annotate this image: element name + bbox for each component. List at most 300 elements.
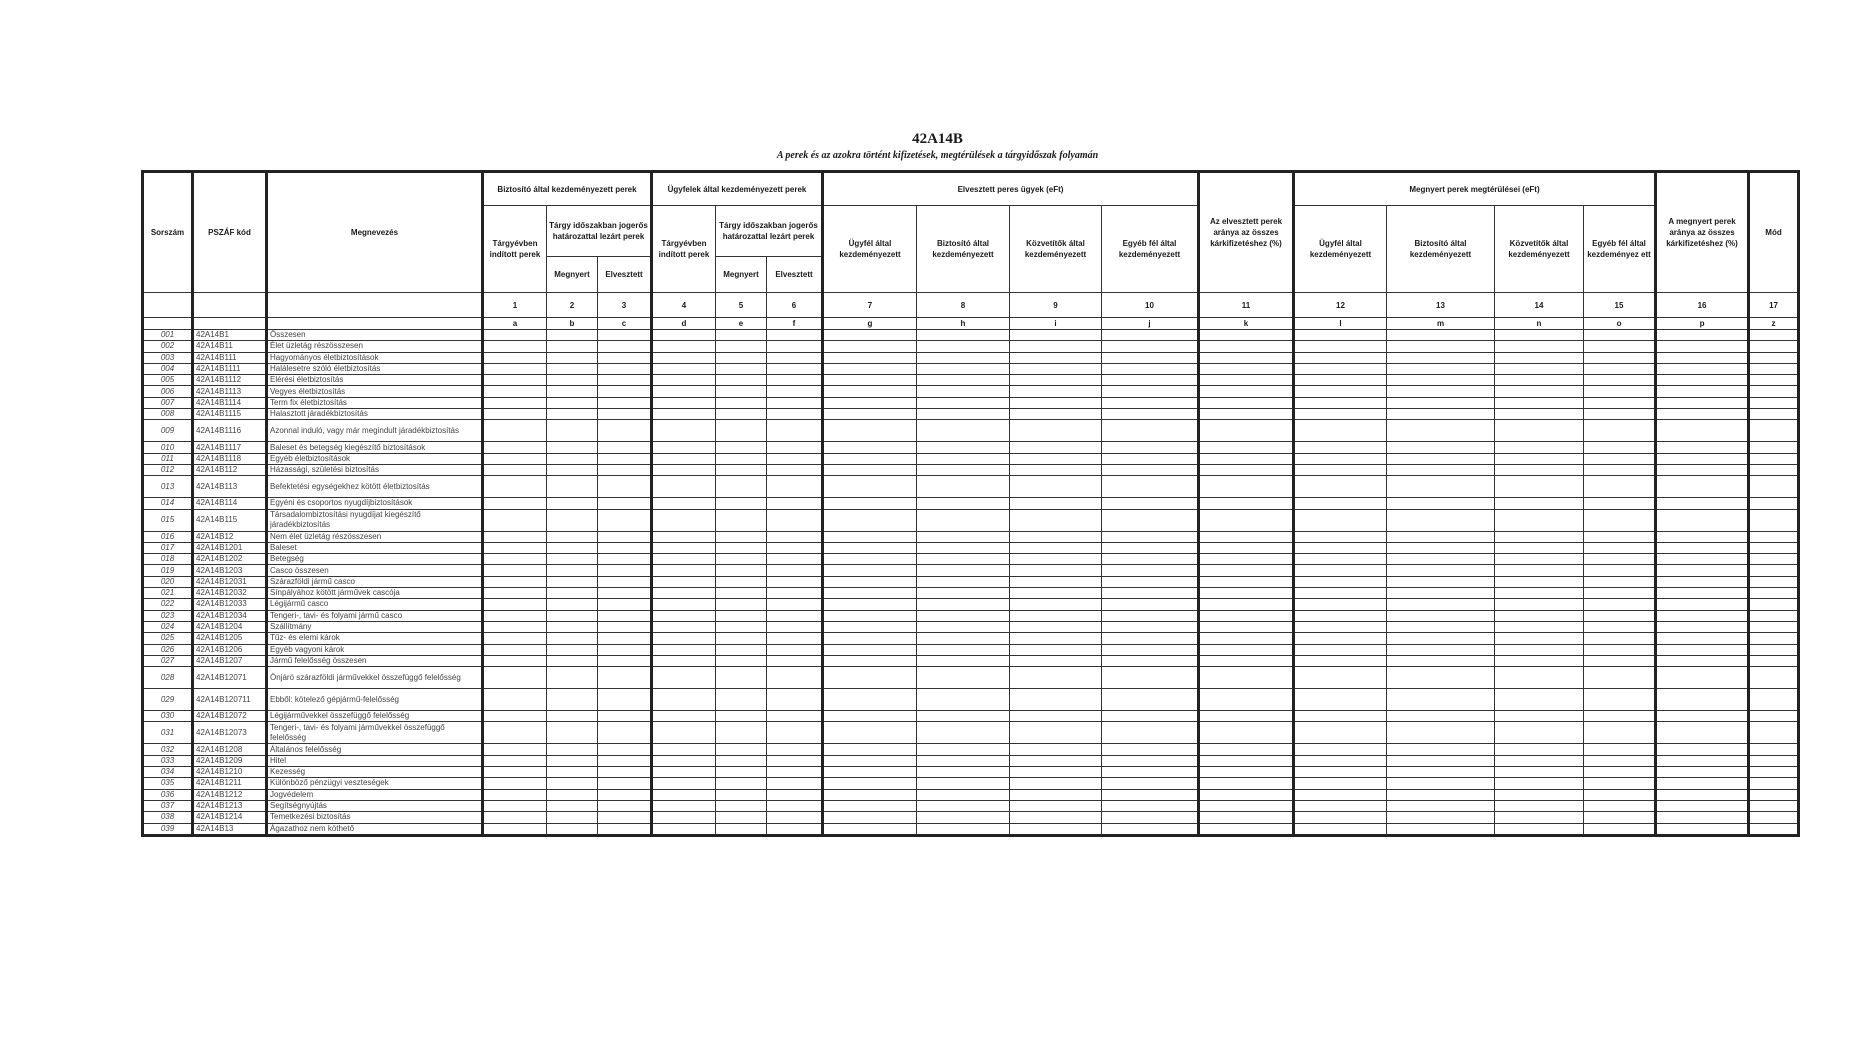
- value-cell[interactable]: [1656, 576, 1749, 587]
- value-cell[interactable]: [1584, 644, 1656, 655]
- value-cell[interactable]: [1387, 789, 1495, 800]
- value-cell[interactable]: [1656, 565, 1749, 576]
- value-cell[interactable]: [652, 689, 716, 711]
- value-cell[interactable]: [917, 531, 1010, 542]
- value-cell[interactable]: [598, 689, 652, 711]
- value-cell[interactable]: [823, 644, 917, 655]
- value-cell[interactable]: [1584, 667, 1656, 689]
- value-cell[interactable]: [716, 767, 767, 778]
- value-cell[interactable]: [1294, 800, 1387, 811]
- value-cell[interactable]: [598, 633, 652, 644]
- value-cell[interactable]: [1010, 767, 1102, 778]
- value-cell[interactable]: [652, 800, 716, 811]
- value-cell[interactable]: [1387, 621, 1495, 632]
- value-cell[interactable]: [1749, 621, 1799, 632]
- value-cell[interactable]: [1010, 363, 1102, 374]
- value-cell[interactable]: [547, 453, 598, 464]
- value-cell[interactable]: [1102, 599, 1199, 610]
- value-cell[interactable]: [1010, 633, 1102, 644]
- value-cell[interactable]: [652, 442, 716, 453]
- value-cell[interactable]: [598, 812, 652, 823]
- value-cell[interactable]: [716, 621, 767, 632]
- value-cell[interactable]: [1656, 498, 1749, 509]
- value-cell[interactable]: [1656, 542, 1749, 553]
- value-cell[interactable]: [483, 644, 547, 655]
- value-cell[interactable]: [1749, 800, 1799, 811]
- value-cell[interactable]: [1294, 330, 1387, 341]
- value-cell[interactable]: [1010, 464, 1102, 475]
- value-cell[interactable]: [483, 420, 547, 442]
- value-cell[interactable]: [1656, 476, 1749, 498]
- value-cell[interactable]: [1749, 531, 1799, 542]
- value-cell[interactable]: [823, 599, 917, 610]
- value-cell[interactable]: [716, 442, 767, 453]
- value-cell[interactable]: [1294, 363, 1387, 374]
- value-cell[interactable]: [1294, 386, 1387, 397]
- value-cell[interactable]: [1584, 812, 1656, 823]
- value-cell[interactable]: [1495, 531, 1584, 542]
- value-cell[interactable]: [917, 397, 1010, 408]
- value-cell[interactable]: [1010, 588, 1102, 599]
- value-cell[interactable]: [823, 588, 917, 599]
- value-cell[interactable]: [547, 509, 598, 531]
- value-cell[interactable]: [1749, 689, 1799, 711]
- value-cell[interactable]: [1749, 667, 1799, 689]
- value-cell[interactable]: [767, 576, 823, 587]
- value-cell[interactable]: [1656, 554, 1749, 565]
- value-cell[interactable]: [1387, 554, 1495, 565]
- value-cell[interactable]: [652, 633, 716, 644]
- value-cell[interactable]: [483, 464, 547, 475]
- value-cell[interactable]: [1010, 341, 1102, 352]
- value-cell[interactable]: [547, 599, 598, 610]
- value-cell[interactable]: [1656, 420, 1749, 442]
- value-cell[interactable]: [483, 633, 547, 644]
- value-cell[interactable]: [547, 554, 598, 565]
- value-cell[interactable]: [1656, 812, 1749, 823]
- value-cell[interactable]: [1584, 588, 1656, 599]
- value-cell[interactable]: [1199, 476, 1294, 498]
- value-cell[interactable]: [1102, 554, 1199, 565]
- value-cell[interactable]: [483, 542, 547, 553]
- value-cell[interactable]: [1387, 599, 1495, 610]
- value-cell[interactable]: [1010, 789, 1102, 800]
- value-cell[interactable]: [823, 341, 917, 352]
- value-cell[interactable]: [1495, 599, 1584, 610]
- value-cell[interactable]: [652, 363, 716, 374]
- value-cell[interactable]: [1495, 453, 1584, 464]
- value-cell[interactable]: [917, 453, 1010, 464]
- value-cell[interactable]: [767, 812, 823, 823]
- value-cell[interactable]: [1656, 363, 1749, 374]
- value-cell[interactable]: [1584, 610, 1656, 621]
- value-cell[interactable]: [1294, 767, 1387, 778]
- value-cell[interactable]: [1294, 633, 1387, 644]
- value-cell[interactable]: [716, 655, 767, 666]
- value-cell[interactable]: [1199, 644, 1294, 655]
- value-cell[interactable]: [1199, 633, 1294, 644]
- value-cell[interactable]: [1656, 352, 1749, 363]
- value-cell[interactable]: [1656, 755, 1749, 766]
- value-cell[interactable]: [598, 509, 652, 531]
- value-cell[interactable]: [483, 610, 547, 621]
- value-cell[interactable]: [823, 667, 917, 689]
- value-cell[interactable]: [917, 554, 1010, 565]
- value-cell[interactable]: [917, 375, 1010, 386]
- value-cell[interactable]: [1584, 621, 1656, 632]
- value-cell[interactable]: [1102, 812, 1199, 823]
- value-cell[interactable]: [1199, 554, 1294, 565]
- value-cell[interactable]: [1199, 341, 1294, 352]
- value-cell[interactable]: [1102, 711, 1199, 722]
- value-cell[interactable]: [652, 509, 716, 531]
- value-cell[interactable]: [716, 599, 767, 610]
- value-cell[interactable]: [652, 778, 716, 789]
- value-cell[interactable]: [716, 409, 767, 420]
- value-cell[interactable]: [547, 464, 598, 475]
- value-cell[interactable]: [767, 599, 823, 610]
- value-cell[interactable]: [1199, 409, 1294, 420]
- value-cell[interactable]: [1749, 542, 1799, 553]
- value-cell[interactable]: [598, 599, 652, 610]
- value-cell[interactable]: [1387, 531, 1495, 542]
- value-cell[interactable]: [716, 812, 767, 823]
- value-cell[interactable]: [1495, 476, 1584, 498]
- value-cell[interactable]: [1656, 667, 1749, 689]
- value-cell[interactable]: [1387, 453, 1495, 464]
- value-cell[interactable]: [547, 363, 598, 374]
- value-cell[interactable]: [483, 778, 547, 789]
- value-cell[interactable]: [1294, 689, 1387, 711]
- value-cell[interactable]: [547, 689, 598, 711]
- value-cell[interactable]: [1656, 767, 1749, 778]
- value-cell[interactable]: [483, 397, 547, 408]
- value-cell[interactable]: [598, 655, 652, 666]
- value-cell[interactable]: [716, 576, 767, 587]
- value-cell[interactable]: [598, 352, 652, 363]
- value-cell[interactable]: [1584, 565, 1656, 576]
- value-cell[interactable]: [1294, 711, 1387, 722]
- value-cell[interactable]: [598, 778, 652, 789]
- value-cell[interactable]: [767, 397, 823, 408]
- value-cell[interactable]: [1495, 352, 1584, 363]
- value-cell[interactable]: [767, 711, 823, 722]
- value-cell[interactable]: [767, 464, 823, 475]
- value-cell[interactable]: [598, 800, 652, 811]
- value-cell[interactable]: [483, 330, 547, 341]
- value-cell[interactable]: [1102, 644, 1199, 655]
- value-cell[interactable]: [1102, 464, 1199, 475]
- value-cell[interactable]: [1294, 453, 1387, 464]
- value-cell[interactable]: [1010, 722, 1102, 744]
- value-cell[interactable]: [1199, 599, 1294, 610]
- value-cell[interactable]: [1010, 599, 1102, 610]
- value-cell[interactable]: [1495, 644, 1584, 655]
- value-cell[interactable]: [1749, 498, 1799, 509]
- value-cell[interactable]: [823, 442, 917, 453]
- value-cell[interactable]: [1010, 667, 1102, 689]
- value-cell[interactable]: [1387, 409, 1495, 420]
- value-cell[interactable]: [716, 352, 767, 363]
- value-cell[interactable]: [1387, 509, 1495, 531]
- value-cell[interactable]: [1584, 789, 1656, 800]
- value-cell[interactable]: [1656, 823, 1749, 835]
- value-cell[interactable]: [1584, 689, 1656, 711]
- value-cell[interactable]: [1102, 453, 1199, 464]
- value-cell[interactable]: [823, 330, 917, 341]
- value-cell[interactable]: [652, 498, 716, 509]
- value-cell[interactable]: [1199, 800, 1294, 811]
- value-cell[interactable]: [1584, 476, 1656, 498]
- value-cell[interactable]: [917, 565, 1010, 576]
- value-cell[interactable]: [1749, 812, 1799, 823]
- value-cell[interactable]: [917, 778, 1010, 789]
- value-cell[interactable]: [1102, 744, 1199, 755]
- value-cell[interactable]: [1387, 464, 1495, 475]
- value-cell[interactable]: [917, 755, 1010, 766]
- value-cell[interactable]: [1010, 509, 1102, 531]
- value-cell[interactable]: [1749, 588, 1799, 599]
- value-cell[interactable]: [1749, 767, 1799, 778]
- value-cell[interactable]: [1495, 397, 1584, 408]
- value-cell[interactable]: [1199, 722, 1294, 744]
- value-cell[interactable]: [598, 711, 652, 722]
- value-cell[interactable]: [598, 621, 652, 632]
- value-cell[interactable]: [547, 386, 598, 397]
- value-cell[interactable]: [483, 789, 547, 800]
- value-cell[interactable]: [483, 386, 547, 397]
- value-cell[interactable]: [823, 789, 917, 800]
- value-cell[interactable]: [1387, 588, 1495, 599]
- value-cell[interactable]: [1102, 755, 1199, 766]
- value-cell[interactable]: [1199, 375, 1294, 386]
- value-cell[interactable]: [1294, 644, 1387, 655]
- value-cell[interactable]: [1294, 476, 1387, 498]
- value-cell[interactable]: [1102, 565, 1199, 576]
- value-cell[interactable]: [1584, 655, 1656, 666]
- value-cell[interactable]: [1199, 330, 1294, 341]
- value-cell[interactable]: [547, 610, 598, 621]
- value-cell[interactable]: [1749, 744, 1799, 755]
- value-cell[interactable]: [598, 667, 652, 689]
- value-cell[interactable]: [1199, 453, 1294, 464]
- value-cell[interactable]: [1495, 744, 1584, 755]
- value-cell[interactable]: [1495, 442, 1584, 453]
- value-cell[interactable]: [1495, 375, 1584, 386]
- value-cell[interactable]: [917, 352, 1010, 363]
- value-cell[interactable]: [1495, 823, 1584, 835]
- value-cell[interactable]: [1294, 531, 1387, 542]
- value-cell[interactable]: [767, 767, 823, 778]
- value-cell[interactable]: [1010, 542, 1102, 553]
- value-cell[interactable]: [1102, 633, 1199, 644]
- value-cell[interactable]: [716, 711, 767, 722]
- value-cell[interactable]: [823, 453, 917, 464]
- value-cell[interactable]: [1102, 498, 1199, 509]
- value-cell[interactable]: [1387, 610, 1495, 621]
- value-cell[interactable]: [483, 823, 547, 835]
- value-cell[interactable]: [823, 576, 917, 587]
- value-cell[interactable]: [823, 542, 917, 553]
- value-cell[interactable]: [716, 588, 767, 599]
- value-cell[interactable]: [1294, 744, 1387, 755]
- value-cell[interactable]: [917, 442, 1010, 453]
- value-cell[interactable]: [1387, 375, 1495, 386]
- value-cell[interactable]: [483, 588, 547, 599]
- value-cell[interactable]: [823, 655, 917, 666]
- value-cell[interactable]: [652, 621, 716, 632]
- value-cell[interactable]: [716, 744, 767, 755]
- value-cell[interactable]: [652, 565, 716, 576]
- value-cell[interactable]: [652, 599, 716, 610]
- value-cell[interactable]: [823, 498, 917, 509]
- value-cell[interactable]: [483, 767, 547, 778]
- value-cell[interactable]: [716, 476, 767, 498]
- value-cell[interactable]: [1584, 409, 1656, 420]
- value-cell[interactable]: [1102, 375, 1199, 386]
- value-cell[interactable]: [1495, 576, 1584, 587]
- value-cell[interactable]: [917, 599, 1010, 610]
- value-cell[interactable]: [483, 599, 547, 610]
- value-cell[interactable]: [1294, 498, 1387, 509]
- value-cell[interactable]: [1010, 823, 1102, 835]
- value-cell[interactable]: [716, 800, 767, 811]
- value-cell[interactable]: [823, 711, 917, 722]
- value-cell[interactable]: [1495, 621, 1584, 632]
- value-cell[interactable]: [1387, 442, 1495, 453]
- value-cell[interactable]: [1656, 442, 1749, 453]
- value-cell[interactable]: [1102, 655, 1199, 666]
- value-cell[interactable]: [1294, 409, 1387, 420]
- value-cell[interactable]: [1584, 363, 1656, 374]
- value-cell[interactable]: [598, 644, 652, 655]
- value-cell[interactable]: [823, 386, 917, 397]
- value-cell[interactable]: [1010, 375, 1102, 386]
- value-cell[interactable]: [716, 363, 767, 374]
- value-cell[interactable]: [1749, 722, 1799, 744]
- value-cell[interactable]: [547, 531, 598, 542]
- value-cell[interactable]: [1584, 386, 1656, 397]
- value-cell[interactable]: [1102, 621, 1199, 632]
- value-cell[interactable]: [767, 667, 823, 689]
- value-cell[interactable]: [652, 420, 716, 442]
- value-cell[interactable]: [598, 464, 652, 475]
- value-cell[interactable]: [1749, 442, 1799, 453]
- value-cell[interactable]: [1387, 689, 1495, 711]
- value-cell[interactable]: [547, 442, 598, 453]
- value-cell[interactable]: [483, 476, 547, 498]
- value-cell[interactable]: [547, 767, 598, 778]
- value-cell[interactable]: [598, 397, 652, 408]
- value-cell[interactable]: [716, 565, 767, 576]
- value-cell[interactable]: [767, 823, 823, 835]
- value-cell[interactable]: [1199, 767, 1294, 778]
- value-cell[interactable]: [598, 363, 652, 374]
- value-cell[interactable]: [483, 722, 547, 744]
- value-cell[interactable]: [652, 542, 716, 553]
- value-cell[interactable]: [652, 644, 716, 655]
- value-cell[interactable]: [1495, 755, 1584, 766]
- value-cell[interactable]: [1495, 542, 1584, 553]
- value-cell[interactable]: [652, 655, 716, 666]
- value-cell[interactable]: [598, 531, 652, 542]
- value-cell[interactable]: [767, 442, 823, 453]
- value-cell[interactable]: [1010, 386, 1102, 397]
- value-cell[interactable]: [1584, 599, 1656, 610]
- value-cell[interactable]: [767, 644, 823, 655]
- value-cell[interactable]: [1495, 767, 1584, 778]
- value-cell[interactable]: [1656, 711, 1749, 722]
- value-cell[interactable]: [1749, 386, 1799, 397]
- value-cell[interactable]: [1387, 644, 1495, 655]
- value-cell[interactable]: [1199, 689, 1294, 711]
- value-cell[interactable]: [1656, 744, 1749, 755]
- value-cell[interactable]: [598, 386, 652, 397]
- value-cell[interactable]: [823, 531, 917, 542]
- value-cell[interactable]: [598, 610, 652, 621]
- value-cell[interactable]: [917, 509, 1010, 531]
- value-cell[interactable]: [1656, 610, 1749, 621]
- value-cell[interactable]: [767, 341, 823, 352]
- value-cell[interactable]: [598, 341, 652, 352]
- value-cell[interactable]: [1387, 386, 1495, 397]
- value-cell[interactable]: [823, 812, 917, 823]
- value-cell[interactable]: [1584, 397, 1656, 408]
- value-cell[interactable]: [483, 565, 547, 576]
- value-cell[interactable]: [1584, 711, 1656, 722]
- value-cell[interactable]: [598, 476, 652, 498]
- value-cell[interactable]: [547, 621, 598, 632]
- value-cell[interactable]: [1199, 755, 1294, 766]
- value-cell[interactable]: [917, 542, 1010, 553]
- value-cell[interactable]: [1656, 509, 1749, 531]
- value-cell[interactable]: [823, 352, 917, 363]
- value-cell[interactable]: [483, 375, 547, 386]
- value-cell[interactable]: [823, 363, 917, 374]
- value-cell[interactable]: [1749, 633, 1799, 644]
- value-cell[interactable]: [767, 755, 823, 766]
- value-cell[interactable]: [1294, 554, 1387, 565]
- value-cell[interactable]: [1199, 498, 1294, 509]
- value-cell[interactable]: [598, 767, 652, 778]
- value-cell[interactable]: [1656, 588, 1749, 599]
- value-cell[interactable]: [1656, 644, 1749, 655]
- value-cell[interactable]: [547, 800, 598, 811]
- value-cell[interactable]: [547, 420, 598, 442]
- value-cell[interactable]: [1749, 599, 1799, 610]
- value-cell[interactable]: [652, 744, 716, 755]
- value-cell[interactable]: [1294, 621, 1387, 632]
- value-cell[interactable]: [547, 812, 598, 823]
- value-cell[interactable]: [1102, 576, 1199, 587]
- value-cell[interactable]: [1387, 576, 1495, 587]
- value-cell[interactable]: [1294, 565, 1387, 576]
- value-cell[interactable]: [1010, 352, 1102, 363]
- value-cell[interactable]: [1387, 800, 1495, 811]
- value-cell[interactable]: [1387, 330, 1495, 341]
- value-cell[interactable]: [767, 588, 823, 599]
- value-cell[interactable]: [1656, 386, 1749, 397]
- value-cell[interactable]: [1199, 655, 1294, 666]
- value-cell[interactable]: [547, 397, 598, 408]
- value-cell[interactable]: [823, 509, 917, 531]
- value-cell[interactable]: [1010, 476, 1102, 498]
- value-cell[interactable]: [547, 633, 598, 644]
- value-cell[interactable]: [1010, 655, 1102, 666]
- value-cell[interactable]: [483, 576, 547, 587]
- value-cell[interactable]: [1656, 689, 1749, 711]
- value-cell[interactable]: [1199, 509, 1294, 531]
